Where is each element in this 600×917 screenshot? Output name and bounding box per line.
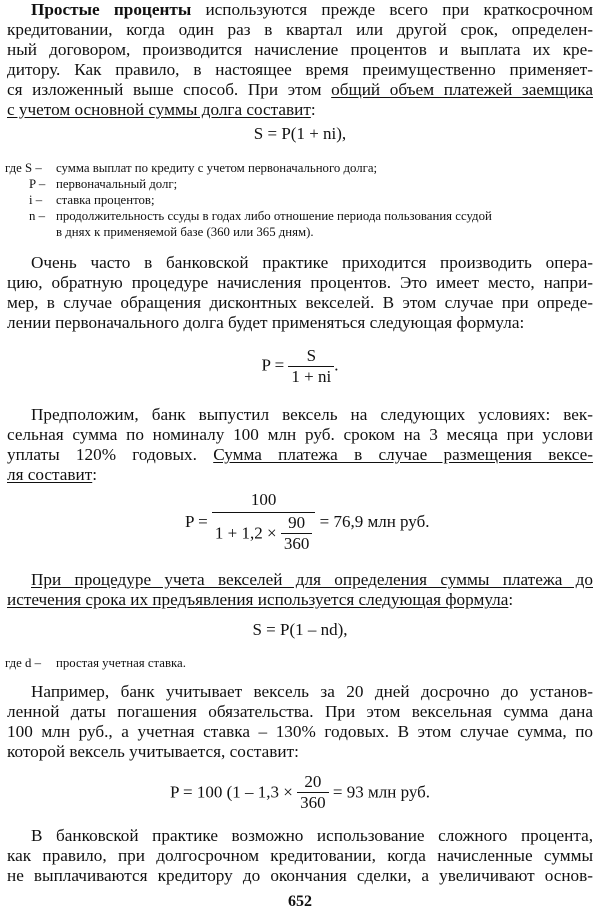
formula-present-value: P = $\frac{S}{1 + ni}$ .	[261, 346, 339, 386]
paragraph-line	[31, 570, 593, 590]
definition-line: P – первоначальный долг;	[29, 177, 178, 191]
formula-simple-interest: S = P(1 + ni),	[253, 124, 347, 143]
paragraph-line: ля составит:	[7, 465, 98, 484]
paragraph-line: Очень часто в банковской практике приходится производить опера-	[31, 253, 593, 272]
page-number: 652	[288, 893, 312, 910]
fraction: 100 1 + 1,2 × $\frac{90}{360}$	[212, 490, 315, 554]
paragraph-line: уплаты 120% годовых. Сумма платежа в случае размещения вексе-	[7, 445, 593, 464]
paragraph-line: ся изложенный выше способ. При этом общий объем платежей заемщика	[7, 80, 593, 99]
paragraph-line: как правило, при долгосрочном кредитовании, когда начисленные суммы	[7, 846, 593, 865]
paragraph-line: Например, банк учитывает вексель за 20 дней досрочно до установ-	[31, 682, 593, 701]
paragraph-line: Предположим, банк выпустил вексель на следующих условиях: век-	[31, 405, 593, 424]
definition-line: в днях к применяемой базе (360 или 365 дням).	[56, 225, 314, 239]
paragraph-line: с учетом основной суммы долга составит:	[7, 100, 316, 119]
paragraph-line: сельная сумма по номиналу 100 млн руб. сроком на 3 месяца при услови	[7, 425, 593, 444]
fraction: $\frac{20}{360}$	[297, 772, 329, 813]
paragraph-line: кредитовании, когда один раз в квартал или другой срок, определен-	[7, 20, 593, 39]
formula-bill-example: P = 100 1 + 1,2 × $\frac{90}{360}$ = 76,9 млн руб.	[185, 490, 430, 553]
paragraph-line: цию, обратную процедуре начисления процентов. Это имеет место, напри-	[7, 273, 593, 292]
paragraph-line: не выплачиваются кредитору до окончания сделки, а увеличивают основ-	[7, 866, 593, 885]
fraction: $\frac{S}{1 + ni}$	[288, 346, 334, 387]
bold-term: Простые проценты	[31, 0, 192, 19]
paragraph-line: ленной даты погашения обязательства. При этом вексельная сумма дана	[7, 702, 593, 721]
underlined-text: ля составит	[7, 465, 93, 484]
definition-line: где d – простая учетная ставка.	[5, 656, 186, 670]
formula-discount-example: P = 100 (1 – 1,3 × $\frac{20}{360}$ = 93 млн руб.	[169, 772, 431, 812]
formula-discount: S = P(1 – nd),	[252, 620, 348, 639]
underlined-text: При процедуре учета векселей для определения суммы платежа до	[31, 570, 593, 589]
paragraph-line: лении первоначального долга будет применяться следующая формула:	[7, 313, 525, 332]
paragraph-line: ный договором, производится начисление процентов и выплата их кре-	[7, 40, 593, 59]
paragraph-line: дитору. Как правило, в настоящее время преимущественно применяет-	[7, 60, 593, 79]
definition-line: где S – сумма выплат по кредиту с учетом первоначального долга;	[5, 161, 378, 175]
definition-line: n – продолжительность ссуды в годах либо отношение периода пользования ссудой	[29, 209, 492, 223]
paragraph-line: которой вексель учитывается, составит:	[7, 742, 299, 761]
underlined-text: общий объем платежей заемщика	[331, 80, 593, 99]
underlined-text: с учетом основной суммы долга составит	[7, 100, 311, 119]
paragraph-line: мер, в случае обращения дисконтных векселей. В этом случае при опреде-	[7, 293, 593, 312]
underlined-text: истечения срока их предъявления используется следующая формула	[7, 590, 509, 609]
paragraph-line: 100 млн руб., а учетная ставка – 130% годовых. В этом случае сумма, по	[7, 722, 593, 741]
paragraph-line: В банковской практике возможно использование сложного процента,	[31, 826, 593, 845]
paragraph-line: Простые проценты используются прежде всего при краткосрочном	[31, 0, 593, 19]
underlined-text: Сумма платежа в случае размещения вексе-	[213, 445, 593, 464]
paragraph-line: истечения срока их предъявления используется следующая формула:	[7, 590, 514, 609]
inner-fraction: $\frac{90}{360}$	[281, 513, 313, 554]
definition-line: i – ставка процентов;	[29, 193, 155, 207]
